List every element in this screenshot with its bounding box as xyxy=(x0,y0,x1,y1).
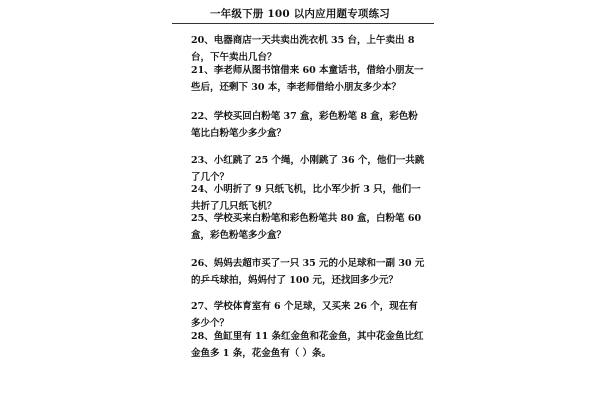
title-underline xyxy=(172,23,434,24)
problem-23: 23、小红跳了 25 个绳，小刚跳了 36 个，他们一共跳了几个？ xyxy=(191,155,425,183)
problem-20: 20、电器商店一天共卖出洗衣机 35 台，上午卖出 8 台，下午卖出几台？ xyxy=(191,35,415,63)
problem-24: 24、小明折了 9 只纸飞机，比小军少折 3 只，他们一共折了几只纸飞机？ xyxy=(191,184,421,212)
worksheet-title: 一年级下册 100 以内应用题专项练习 xyxy=(209,8,391,20)
problem-27: 27、学校体育室有 6 个足球，又买来 26 个，现在有多少个？ xyxy=(191,301,418,329)
problem-22: 22、学校买回白粉笔 37 盒，彩色粉笔 8 盒，彩色粉笔比白粉笔少多少盒？ xyxy=(191,111,418,139)
problem-28: 28、鱼缸里有 11 条红金鱼和花金鱼，其中花金鱼比红金鱼多 1 条，花金鱼有（ ）条。 xyxy=(191,331,424,359)
problem-26: 26、妈妈去超市买了一只 35 元的小足球和一副 30 元的乒乓球拍，妈妈付了 100 元，还找回多少元？ xyxy=(191,258,425,286)
problem-21: 21、李老师从图书馆借来 60 本童话书，借给小朋友一些后，还剩下 30 本，李老师借给小朋友多少本？ xyxy=(191,65,424,93)
problem-25: 25、学校买来白粉笔和彩色粉笔共 80 盒，白粉笔 60 盒，彩色粉笔多少盒？ xyxy=(191,213,422,241)
